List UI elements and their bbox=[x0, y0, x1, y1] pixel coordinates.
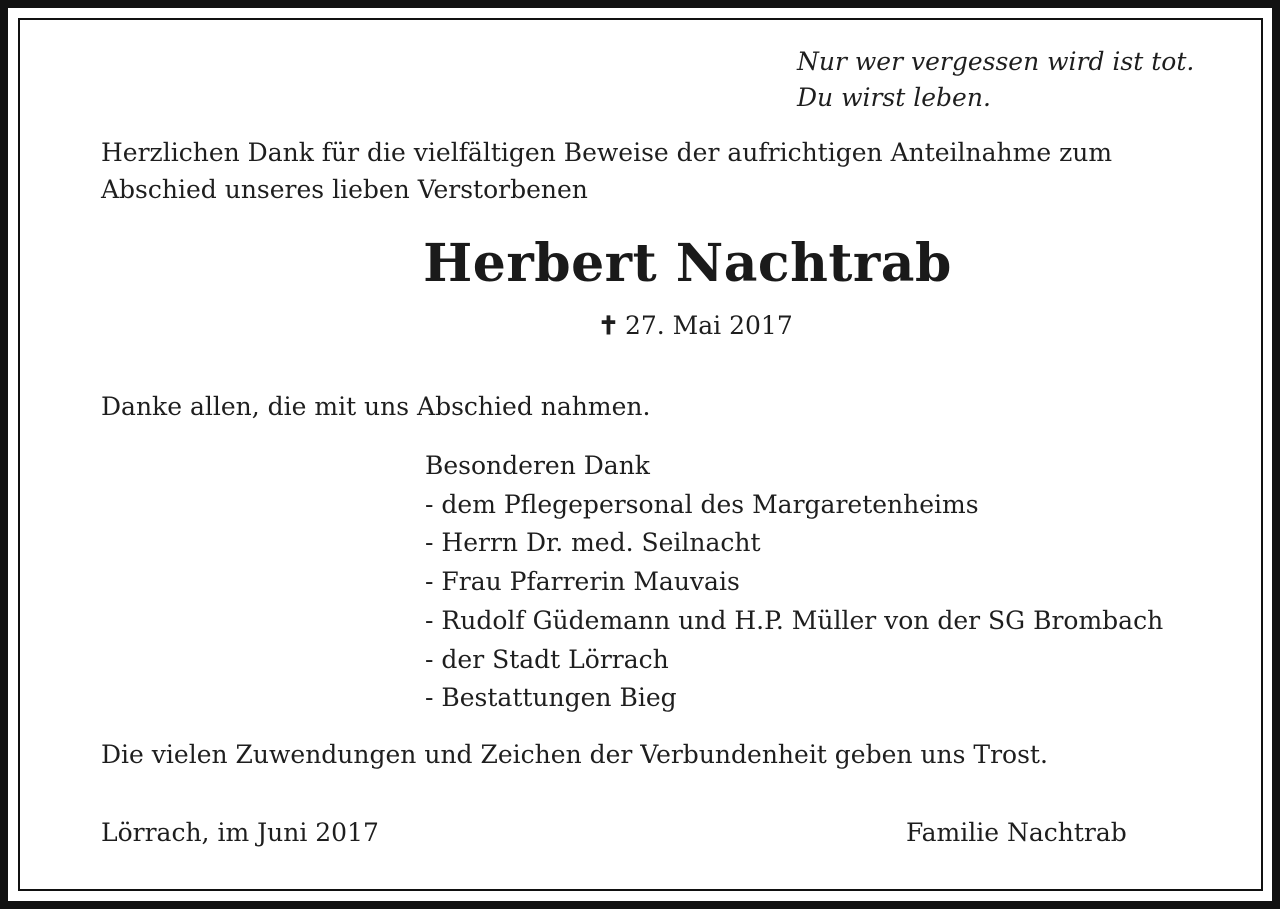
intro-paragraph bbox=[101, 134, 1112, 208]
special-thanks-heading: Besonderen Dank bbox=[425, 451, 650, 480]
thanks-all-text: Danke allen, die mit uns Abschied nahmen. bbox=[101, 392, 651, 421]
intro-line-2: Abschied unseres lieben Verstorbenen bbox=[101, 175, 588, 204]
special-thanks-item: - Bestattungen Bieg bbox=[425, 683, 677, 713]
intro-line-1: Herzlichen Dank für die vielfältigen Beweise der aufrichtigen Anteilnahme zum bbox=[101, 138, 1113, 167]
special-thanks-item: - dem Pflegepersonal des Margaretenheims bbox=[425, 489, 979, 519]
comfort-text: Die vielen Zuwendungen und Zeichen der Verbundenheit geben uns Trost. bbox=[101, 740, 1048, 769]
death-date: 27. Mai 2017 bbox=[624, 311, 793, 340]
motto bbox=[797, 44, 1194, 116]
deceased-name: Herbert Nachtrab bbox=[423, 233, 952, 294]
cross-icon: ✝ bbox=[598, 311, 619, 340]
special-thanks-item: - Rudolf Güdemann und H.P. Müller von der SG Brombach bbox=[425, 605, 1164, 635]
special-thanks-item: - Frau Pfarrerin Mauvais bbox=[425, 567, 740, 597]
special-thanks-item: - Herrn Dr. med. Seilnacht bbox=[425, 528, 761, 558]
motto-line-2: Du wirst leben. bbox=[797, 83, 991, 112]
special-thanks-item: - der Stadt Lörrach bbox=[425, 644, 669, 674]
signature: Familie Nachtrab bbox=[906, 818, 1127, 847]
death-date-line bbox=[598, 308, 793, 344]
special-thanks-block bbox=[425, 447, 1163, 718]
motto-line-1: Nur wer vergessen wird ist tot. bbox=[797, 47, 1195, 76]
place-date: Lörrach, im Juni 2017 bbox=[101, 818, 379, 847]
